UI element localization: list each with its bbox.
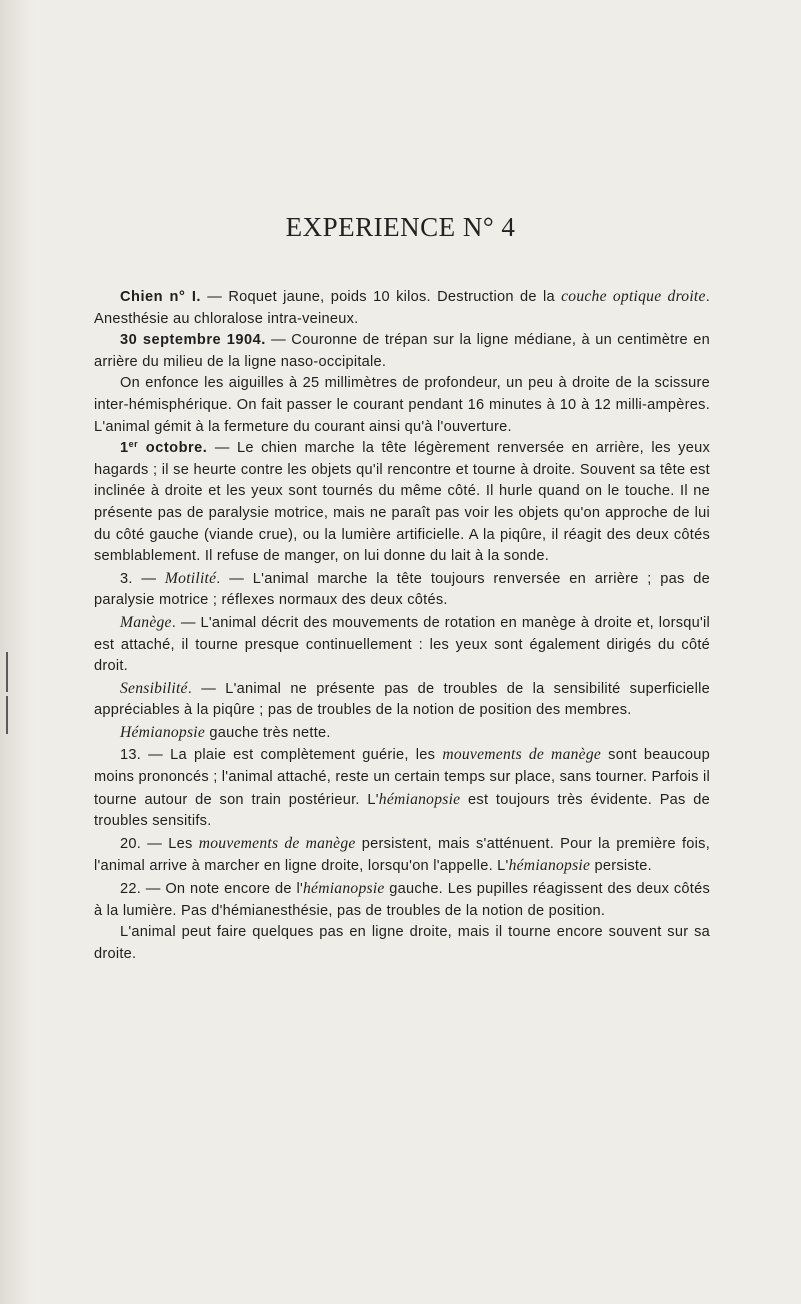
- paragraph-entry-30-sept: 30 septembre 1904. — Couronne de trépan sur la ligne médiane, à un centimètre en arrière du milieu de la ligne naso-occipitale.: [94, 332, 710, 370]
- paragraph-sensibilite: Sensibilité. — L'animal ne présente pas de troubles de la sensibilité superficielle appréciables à la piqûre ; pas de troubles de la notion de position des membres.: [94, 679, 710, 719]
- body-text: [94, 286, 710, 965]
- date-label: 30 septembre 1904.: [120, 332, 266, 349]
- page-title: EXPERIENCE N° 4: [285, 212, 516, 242]
- margin-mark: [6, 652, 8, 692]
- margin-mark: [6, 696, 8, 734]
- paragraph-entry-22: 22. — On note encore de l'hémianopsie gauche. Les pupilles réagissent des deux côtés à la lumière. Pas d'hémianesthésie, pas de troubles de la notion de position.: [94, 880, 710, 919]
- paragraph-closing: L'animal peut faire quelques pas en ligne droite, mais il tourne encore souvent sur sa droite.: [94, 924, 710, 962]
- date-label: 1er octobre.: [120, 439, 208, 457]
- paragraph-entry-13: 13. — La plaie est complètement guérie, les mouvements de manège sont beaucoup moins prononcés ; l'animal attaché, reste un certain temps sur place, sans tourner. Parfois il tourne autour de son train postérieur. L'hémianopsie est toujours très évidente. Pas de troubles sensitifs.: [94, 746, 711, 830]
- paragraph-entry-3-motilite: 3. — Motilité. — L'animal marche la tête toujours renversée en arrière ; pas de paralysie motrice ; réflexes normaux des deux côtés.: [94, 569, 710, 609]
- paragraph-procedure: On enfonce les aiguilles à 25 millimètres de profondeur, un peu à droite de la scissure inter-hémisphérique. On fait passer le courant pendant 16 minutes à 10 à 12 milli-ampères. L'animal gémit à la fermeture du courant ainsi qu'à l'ouverture.: [94, 375, 710, 435]
- paragraph-manege: Manège. — L'animal décrit des mouvements de rotation en manège à droite et, lorsqu'il est attaché, il tourne presque continuellement : les yeux sont également dirigés du côté droit.: [94, 613, 710, 675]
- subject-label: Chien n° I.: [120, 289, 201, 305]
- paragraph-entry-20: 20. — Les mouvements de manège persistent, mais s'atténuent. Pour la première fois, l'animal arrive à marcher en ligne droite, lorsqu'on l'appelle. L'hémianopsie persiste.: [94, 834, 710, 875]
- paragraph-dog-description: Chien n° I. — Roquet jaune, poids 10 kilos. Destruction de la couche optique droite. Anesthésie au chloralose intra-veineux.: [94, 288, 710, 327]
- paragraph-hemianopsie: Hémianopsie gauche très nette.: [120, 723, 331, 741]
- paragraph-entry-1-oct: 1er octobre. — Le chien marche la tête légèrement renversée en arrière, les yeux hagards ; il se heurte contre les objets qu'il rencontre et tourne à droite. Souvent sa tête est inclinée à droite et les yeux sont tournés du même côté. Il hurle quand on le touche. Il ne présente pas de paralysie motrice, mais ne paraît pas voir les objets qu'on approche de lui du côté gauche (viande crue), ou la lumière artificielle. A la piqûre, il réagit des deux côtés semblablement. Il refuse de manger, on lui donne du lait à la sonde.: [94, 439, 710, 565]
